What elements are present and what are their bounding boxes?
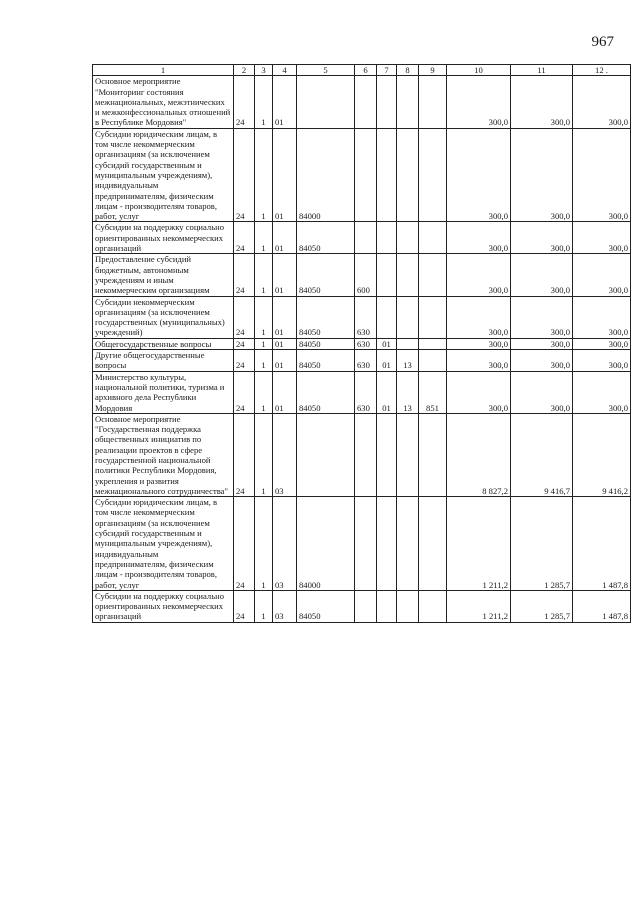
amount-cell: 300,0 [511, 76, 573, 128]
code-cell: 1 [255, 497, 273, 591]
code-cell [297, 413, 355, 496]
code-cell: 03 [273, 590, 297, 622]
page-number: 967 [591, 34, 614, 50]
row-name: Субсидии некоммерческим организациям (за исключением государственных (муниципальных) учреждений) [93, 296, 234, 338]
row-name: Основное мероприятие "Мониторинг состояния межнациональных, межэтнических и межконфессиональных отношений в Республике Мордовия" [93, 76, 234, 128]
row-name: Субсидии на поддержку социально ориентированных некоммерческих организаций [93, 590, 234, 622]
header-cell: 12 . [573, 65, 631, 76]
code-cell [377, 76, 397, 128]
amount-cell: 300,0 [573, 76, 631, 128]
code-cell: 13 [397, 350, 419, 372]
code-cell: 84050 [297, 222, 355, 254]
table-row [93, 590, 631, 622]
table-row [93, 254, 631, 296]
code-cell: 24 [234, 222, 255, 254]
amount-cell: 300,0 [573, 222, 631, 254]
code-cell: 13 [397, 371, 419, 413]
amount-cell: 1 285,7 [511, 497, 573, 591]
amount-cell: 9 416,2 [573, 413, 631, 496]
table-row [93, 371, 631, 413]
code-cell: 03 [273, 497, 297, 591]
amount-cell: 300,0 [511, 254, 573, 296]
amount-cell: 300,0 [573, 296, 631, 338]
amount-cell: 1 487,8 [573, 590, 631, 622]
code-cell: 1 [255, 413, 273, 496]
header-row [93, 65, 631, 76]
code-cell [419, 76, 447, 128]
code-cell: 600 [355, 254, 377, 296]
amount-cell: 300,0 [511, 296, 573, 338]
budget-table [92, 64, 631, 623]
code-cell: 1 [255, 76, 273, 128]
row-name: Субсидии юридическим лицам, в том числе некоммерческим организациям (за исключением субсидий государственным и муниципальным учреждениям), индивидуальным предпринимателям, физическим лицам - производителям товаров, работ, услуг [93, 128, 234, 222]
code-cell: 1 [255, 296, 273, 338]
header-cell: 6 [355, 65, 377, 76]
header-cell: 10 [447, 65, 511, 76]
code-cell [397, 128, 419, 222]
amount-cell: 300,0 [447, 222, 511, 254]
table-row [93, 497, 631, 591]
amount-cell: 300,0 [447, 371, 511, 413]
table-row [93, 222, 631, 254]
amount-cell: 300,0 [447, 338, 511, 349]
code-cell: 03 [273, 413, 297, 496]
amount-cell: 300,0 [447, 254, 511, 296]
code-cell: 84000 [297, 497, 355, 591]
code-cell [355, 128, 377, 222]
code-cell: 84050 [297, 371, 355, 413]
code-cell [419, 590, 447, 622]
code-cell [419, 296, 447, 338]
amount-cell: 1 211,2 [447, 590, 511, 622]
code-cell: 24 [234, 497, 255, 591]
row-name: Основное мероприятие "Государственная поддержка общественных инициатив по реализации проектов в сфере государственной национальной политики Республики Мордовия, укрепления и развития межнационального сотрудничества" [93, 413, 234, 496]
code-cell [377, 413, 397, 496]
code-cell [397, 76, 419, 128]
table-row [93, 338, 631, 349]
code-cell: 630 [355, 296, 377, 338]
amount-cell: 300,0 [511, 128, 573, 222]
code-cell [355, 413, 377, 496]
row-name: Общегосударственные вопросы [93, 338, 234, 349]
row-name: Субсидии юридическим лицам, в том числе некоммерческим организациям (за исключением субсидий государственным и муниципальным учреждениям), индивидуальным предпринимателям, физическим лицам - производителям товаров, работ, услуг [93, 497, 234, 591]
amount-cell: 300,0 [573, 338, 631, 349]
code-cell [355, 497, 377, 591]
code-cell [419, 350, 447, 372]
code-cell: 24 [234, 128, 255, 222]
header-cell: 1 [93, 65, 234, 76]
code-cell: 01 [273, 338, 297, 349]
code-cell: 1 [255, 371, 273, 413]
amount-cell: 300,0 [447, 76, 511, 128]
header-cell: 9 [419, 65, 447, 76]
code-cell: 24 [234, 590, 255, 622]
table-row [93, 350, 631, 372]
code-cell: 630 [355, 371, 377, 413]
amount-cell: 300,0 [573, 350, 631, 372]
code-cell: 84050 [297, 338, 355, 349]
code-cell [419, 222, 447, 254]
table-row [93, 413, 631, 496]
code-cell: 01 [273, 254, 297, 296]
amount-cell: 300,0 [511, 371, 573, 413]
code-cell [397, 413, 419, 496]
code-cell: 01 [377, 338, 397, 349]
amount-cell: 300,0 [447, 296, 511, 338]
code-cell: 24 [234, 76, 255, 128]
amount-cell: 300,0 [511, 338, 573, 349]
row-name: Министерство культуры, национальной политики, туризма и архивного дела Республики Мордовия [93, 371, 234, 413]
code-cell [297, 76, 355, 128]
code-cell [397, 296, 419, 338]
code-cell: 1 [255, 338, 273, 349]
code-cell: 24 [234, 350, 255, 372]
header-cell: 7 [377, 65, 397, 76]
code-cell: 01 [273, 296, 297, 338]
code-cell [377, 296, 397, 338]
code-cell: 84000 [297, 128, 355, 222]
code-cell: 01 [273, 222, 297, 254]
code-cell [397, 590, 419, 622]
amount-cell: 300,0 [511, 350, 573, 372]
header-cell: 2 [234, 65, 255, 76]
header-cell: 3 [255, 65, 273, 76]
code-cell: 01 [377, 371, 397, 413]
code-cell: 24 [234, 254, 255, 296]
row-name: Предоставление субсидий бюджетным, автономным учреждениям и иным некоммерческим организациям [93, 254, 234, 296]
code-cell: 1 [255, 254, 273, 296]
amount-cell: 8 827,2 [447, 413, 511, 496]
code-cell [397, 254, 419, 296]
header-cell: 11 [511, 65, 573, 76]
code-cell: 01 [273, 76, 297, 128]
code-cell [355, 76, 377, 128]
code-cell: 84050 [297, 254, 355, 296]
code-cell [355, 590, 377, 622]
header-cell: 5 [297, 65, 355, 76]
row-name: Другие общегосударственные вопросы [93, 350, 234, 372]
code-cell [419, 128, 447, 222]
amount-cell: 1 285,7 [511, 590, 573, 622]
code-cell [377, 254, 397, 296]
code-cell [377, 128, 397, 222]
code-cell: 1 [255, 590, 273, 622]
code-cell: 84050 [297, 590, 355, 622]
code-cell: 01 [273, 128, 297, 222]
amount-cell: 9 416,7 [511, 413, 573, 496]
code-cell [397, 497, 419, 591]
code-cell: 851 [419, 371, 447, 413]
code-cell: 24 [234, 296, 255, 338]
amount-cell: 1 211,2 [447, 497, 511, 591]
code-cell [377, 590, 397, 622]
code-cell [419, 338, 447, 349]
code-cell [355, 222, 377, 254]
code-cell [419, 413, 447, 496]
amount-cell: 1 487,8 [573, 497, 631, 591]
code-cell [377, 497, 397, 591]
header-cell: 8 [397, 65, 419, 76]
code-cell [419, 497, 447, 591]
code-cell: 01 [377, 350, 397, 372]
amount-cell: 300,0 [511, 222, 573, 254]
code-cell: 24 [234, 338, 255, 349]
amount-cell: 300,0 [447, 350, 511, 372]
code-cell: 630 [355, 338, 377, 349]
code-cell [397, 222, 419, 254]
code-cell: 24 [234, 371, 255, 413]
row-name: Субсидии на поддержку социально ориентированных некоммерческих организаций [93, 222, 234, 254]
code-cell: 84050 [297, 350, 355, 372]
code-cell: 1 [255, 222, 273, 254]
code-cell [377, 222, 397, 254]
code-cell: 01 [273, 371, 297, 413]
code-cell: 84050 [297, 296, 355, 338]
code-cell: 01 [273, 350, 297, 372]
code-cell: 24 [234, 413, 255, 496]
header-cell: 4 [273, 65, 297, 76]
code-cell [397, 338, 419, 349]
code-cell: 1 [255, 128, 273, 222]
code-cell: 1 [255, 350, 273, 372]
amount-cell: 300,0 [447, 128, 511, 222]
table-row [93, 128, 631, 222]
amount-cell: 300,0 [573, 254, 631, 296]
table-row [93, 296, 631, 338]
amount-cell: 300,0 [573, 128, 631, 222]
code-cell: 630 [355, 350, 377, 372]
code-cell [419, 254, 447, 296]
table-row [93, 76, 631, 128]
amount-cell: 300,0 [573, 371, 631, 413]
